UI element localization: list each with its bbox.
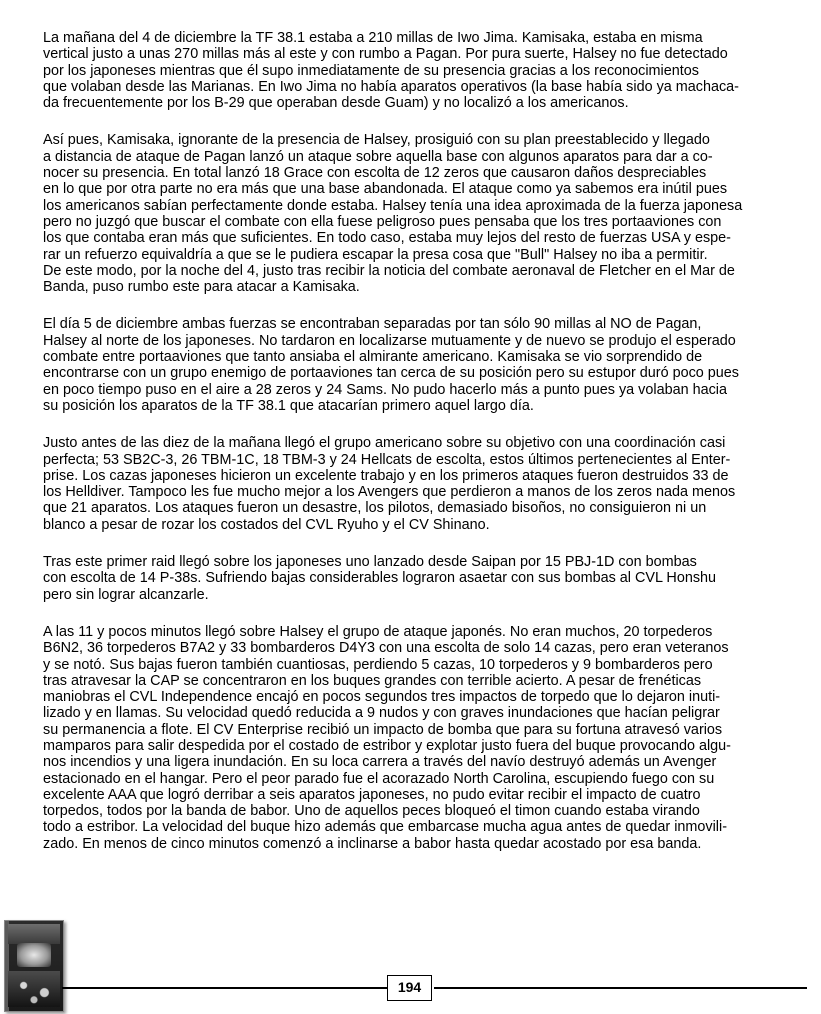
footer-rule-right [434, 987, 807, 989]
text-line: De este modo, por la noche del 4, justo tras recibir la noticia del combate aeronaval de Fletcher en el Mar de [43, 262, 735, 279]
text-line: en lo que por otra parte no era más que una base abandonada. El ataque como ya sabemos era inútil pues [43, 181, 728, 198]
text-line: con escolta de 14 P-38s. Sufriendo bajas considerables lograron asaetar con sus bombas al CVL Honshu [43, 570, 717, 587]
text-line: pero no juzgó que buscar el combate con ella fuese peligroso pues pensaba que los tres portaaviones con [43, 213, 722, 230]
text-line: Banda, puso rumbo este para atacar a Kamisaka. [43, 279, 360, 296]
text-line: los que contaba eran más que suficientes. En todo caso, estaba muy lejos del resto de fuerzas USA y espe- [43, 230, 731, 247]
text-line: nos incendios y una ligera inundación. En su loca carrera a través del navío destruyó además un Avenger [43, 754, 717, 771]
cover-header-band [8, 924, 60, 944]
text-line: todo a estribor. La velocidad del buque hizo además que embarcase mucha agua antes de quedar inmovili- [43, 819, 727, 836]
text-line: encontrarse con un grupo enemigo de portaaviones tan cerca de su posición pero su estupor duró poco pues [43, 365, 739, 382]
text-line: torpedos, todos por la banda de babor. Uno de aquellos peces bloqueó el timon cuando estaba virando [43, 803, 700, 820]
text-line: B6N2, 36 torpederos B7A2 y 33 bombarderos D4Y3 con una escolta de solo 14 cazas, pero eran veteranos [43, 640, 729, 657]
text-line: La mañana del 4 de diciembre la TF 38.1 estaba a 210 millas de Iwo Jima. Kamisaka, estaba en misma [43, 30, 703, 46]
text-line: su permanencia a flote. El CV Enterprise recibió un impacto de bomba que para su fortuna atravesó varios [43, 721, 723, 738]
text-line: y se notó. Sus bajas fueron también cuantiosas, perdiendo 5 cazas, 10 torpederos y 9 bombarderos pero [43, 656, 713, 673]
page-number: 194 [387, 975, 432, 1001]
paragraph [43, 132, 803, 295]
text-line: estacionado en el hangar. Pero el peor parado fue el acorazado North Carolina, escupiendo fuego con su [43, 770, 715, 787]
text-line: los Helldiver. Tampoco les fue mucho mejor a los Avengers que perdieron a manos de los zeros nada menos [43, 484, 736, 501]
text-line: tras atravesar la CAP se concentraron en los buques grandes con terrible acierto. A pesar de frenéticas [43, 672, 702, 689]
text-line: a distancia de ataque de Pagan lanzó un ataque sobre aquella base con algunos aparatos para dar a co- [43, 148, 713, 165]
text-line: Así pues, Kamisaka, ignorante de la presencia de Halsey, prosiguió con su plan preestablecido y llegado [43, 132, 710, 149]
text-line: por los japoneses mientras que él supo inmediatamente de su presencia gracias a los reconocimientos [43, 62, 699, 79]
text-line: Tras este primer raid llegó sobre los japoneses uno lanzado desde Saipan por 15 PBJ-1D con bombas [43, 554, 697, 571]
text-line: zado. En menos de cinco minutos comenzó a inclinarse a babor hasta quedar acostado por esa banda. [43, 835, 702, 852]
paragraph [43, 624, 803, 852]
text-line: blanco a pesar de rozar los costados del CVL Ryuho y el CV Shinano. [43, 516, 490, 533]
text-line: pero sin lograr alcanzarle. [43, 586, 209, 603]
paragraph [43, 554, 803, 603]
cover-artwork [8, 971, 60, 1007]
paragraph [43, 435, 803, 533]
book-cover-thumbnail [4, 920, 64, 1012]
text-line: mamparos para salir despedida por el costado de estribor y explotar justo fuera del buque provocando algu- [43, 737, 731, 754]
text-line: da frecuentemente por los B-29 que operaban desde Guam) y no localizó a los americanos. [43, 95, 629, 112]
text-line: que volaban desde las Marianas. En Iwo Jima no había aparatos operativos (la base había sido ya machaca- [43, 78, 739, 95]
text-line: su posición los aparatos de la TF 38.1 que atacarían primero aquel largo día. [43, 397, 534, 414]
text-line: A las 11 y pocos minutos llegó sobre Halsey el grupo de ataque japonés. No eran muchos, 20 torpederos [43, 623, 713, 640]
paragraph [43, 316, 803, 414]
cover-logo [17, 943, 51, 967]
text-line: combate entre portaaviones que tanto ansiaba el almirante americano. Kamisaka se vio sorprendido de [43, 349, 703, 366]
text-line: en poco tiempo puso en el aire a 28 zeros y 24 Sams. No pudo hacerlo más a punto pues ya volaban hacia [43, 381, 727, 398]
text-line: lizado y en llamas. Su velocidad quedó reducida a 9 nudos y con graves inundaciones que hacían peligrar [43, 705, 720, 722]
body-text [43, 30, 803, 873]
text-line: perfecta; 53 SB2C-3, 26 TBM-1C, 18 TBM-3 y 24 Hellcats de escolta, estos últimos pertenecientes al Enter- [43, 451, 731, 468]
footer-rule-left [62, 987, 387, 989]
text-line: vertical justo a unas 270 millas más al este y con rumbo a Pagan. Por pura suerte, Halsey no fue detectado [43, 46, 728, 63]
text-line: los americanos sabían perfectamente donde estaba. Halsey tenía una idea aproximada de la fuerza japonesa [43, 197, 743, 214]
text-line: nocer su presencia. En total lanzó 18 Grace con escolta de 12 zeros que causaron daños despreciables [43, 165, 707, 182]
text-line: Justo antes de las diez de la mañana llegó el grupo americano sobre su objetivo con una coordinación casi [43, 435, 726, 452]
text-line: Halsey al norte de los japoneses. No tardaron en localizarse mutuamente y de nuevo se produjo el esperado [43, 332, 736, 349]
text-line: excelente AAA que logró derribar a seis aparatos japoneses, no pudo evitar recibir el impacto de cuatro [43, 786, 701, 803]
text-line: que 21 aparatos. Los ataques fueron un desastre, los pilotos, demasiado bisoños, no consiguieron ni un [43, 500, 707, 517]
text-line: prise. Los cazas japoneses hicieron un excelente trabajo y en los primeros ataques fueron destruidos 33 de [43, 467, 729, 484]
paragraph [43, 30, 803, 111]
text-line: maniobras el CVL Independence encajó en pocos segundos tres impactos de torpedo que lo dejaron inuti- [43, 689, 721, 706]
text-line: rar un refuerzo equivaldría a que se le pudiera escapar la presa cosa que "Bull" Halsey no iba a permitir. [43, 246, 708, 263]
text-line: El día 5 de diciembre ambas fuerzas se encontraban separadas por tan sólo 90 millas al NO de Pagan, [43, 316, 702, 333]
